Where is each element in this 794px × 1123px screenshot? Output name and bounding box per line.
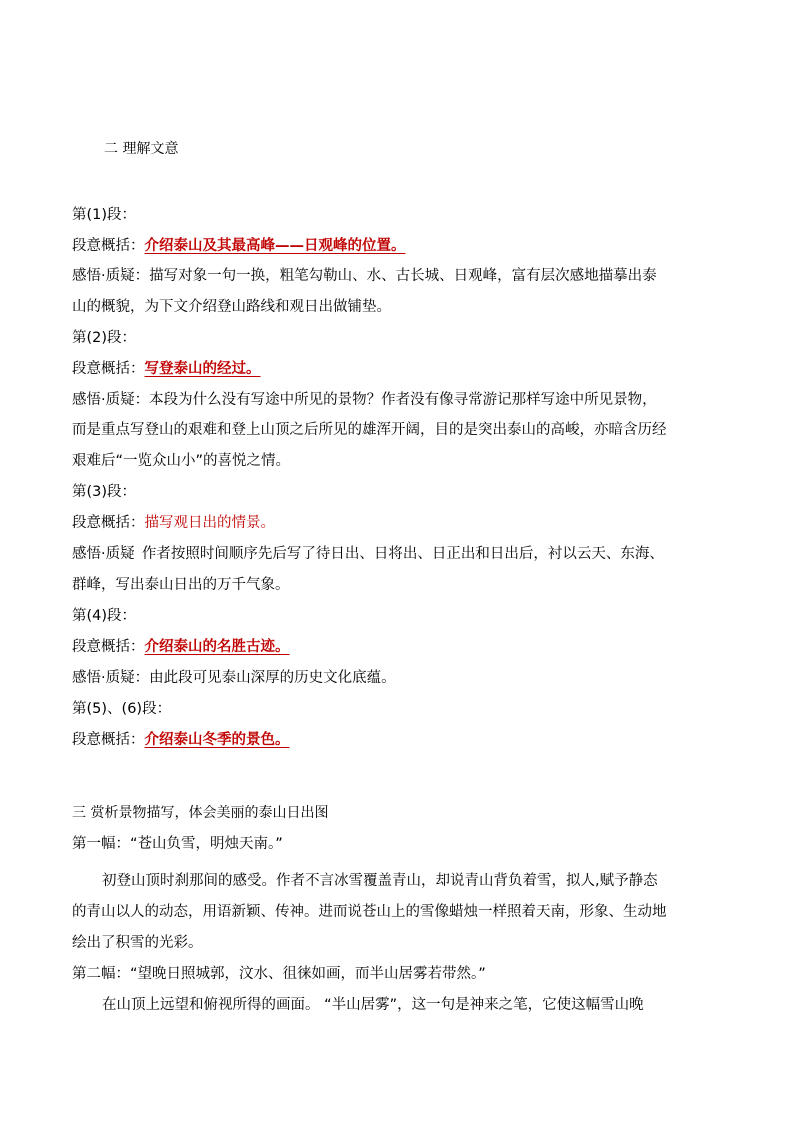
p3-summary-row xyxy=(72,513,275,533)
p4-summary-label: 段意概括： xyxy=(72,639,145,655)
p1-label: 第(1)段： xyxy=(72,207,137,223)
section2-title: 二 理解文意 xyxy=(104,141,179,157)
pic2-line1: 在山顶上远望和俯视所得的画面。 “半山居雾”，这一句是神来之笔，它使这幅雪山晚 xyxy=(102,997,644,1013)
p4-summary: 介绍泰山的名胜古迹。 xyxy=(144,639,290,655)
p2-insight-line3: 艰难后“一览众山小”的喜悦之情。 xyxy=(72,453,291,469)
p1-summary-label: 段意概括： xyxy=(72,238,145,254)
p2-summary-row xyxy=(72,359,267,379)
p3-insight-label: 感悟·质疑 xyxy=(72,546,135,562)
p3-insight-row xyxy=(72,544,664,564)
p4-insight-row xyxy=(72,668,396,688)
section3-title: 三 赏析景物描写，体会美丽的泰山日出图 xyxy=(72,805,329,821)
pic1-line2: 的青山以人的动态，用语新颖、传神。进而说苍山上的雪像蜡烛一样照着天南，形象、生动地 xyxy=(72,904,667,920)
p1-insight-line2: 山的概貌，为下文介绍登山路线和观日出做铺垫。 xyxy=(72,299,391,315)
p3-insight-line2: 群峰，写出泰山日出的万千气象。 xyxy=(72,577,290,593)
p2-label: 第(2)段： xyxy=(72,330,137,346)
p2-summary: 写登泰山的经过。 xyxy=(144,361,261,377)
p1-summary: 介绍泰山及其最高峰——日观峰的位置。 xyxy=(144,238,406,254)
p4-insight-label: 感悟·质疑： xyxy=(72,670,150,686)
p56-summary-row xyxy=(72,730,296,750)
p1-insight-label: 感悟·质疑： xyxy=(72,268,150,284)
p1-insight-row xyxy=(72,266,657,286)
p3-summary: 描写观日出的情景。 xyxy=(144,515,275,531)
p56-summary-label: 段意概括： xyxy=(72,732,145,748)
p3-label: 第(3)段： xyxy=(72,484,137,500)
p4-label: 第(4)段： xyxy=(72,608,137,624)
p3-insight-line1: 作者按照时间顺序先后写了待日出、日将出、日正出和日出后，衬以云天、东海、 xyxy=(141,546,664,562)
pic1-label: 第一幅：“苍山负雪，明烛天南。” xyxy=(72,836,283,852)
p2-insight-row xyxy=(72,390,657,410)
p1-summary-row xyxy=(72,236,412,256)
p1-insight-line1: 描写对象一句一换，粗笔勾勒山、水、古长城、日观峰，富有层次感地描摹出泰 xyxy=(149,268,657,284)
p2-summary-label: 段意概括： xyxy=(72,361,145,377)
p2-insight-label: 感悟·质疑： xyxy=(72,392,150,408)
p56-label: 第(5)、(6)段： xyxy=(72,701,172,717)
p3-summary-label: 段意概括： xyxy=(72,515,145,531)
p4-summary-row xyxy=(72,637,296,657)
pic1-line1: 初登山顶时刹那间的感受。作者不言冰雪覆盖青山，却说青山背负着雪，拟人,赋予静态 xyxy=(102,873,658,889)
p2-insight-line2: 而是重点写登山的艰难和登上山顶之后所见的雄浑开阔，目的是突出泰山的高峻，亦暗含历经 xyxy=(72,422,667,438)
p2-insight-line1: 本段为什么没有写途中所见的景物？作者没有像寻常游记那样写途中所见景物， xyxy=(149,392,657,408)
pic2-label: 第二幅：“望晚日照城郭，汶水、徂徕如画，而半山居雾若带然。” xyxy=(72,966,486,982)
p56-summary: 介绍泰山冬季的景色。 xyxy=(144,732,290,748)
p4-insight-line1: 由此段可见泰山深厚的历史文化底蕴。 xyxy=(149,670,396,686)
pic1-line3: 绘出了积雪的光彩。 xyxy=(72,935,203,951)
